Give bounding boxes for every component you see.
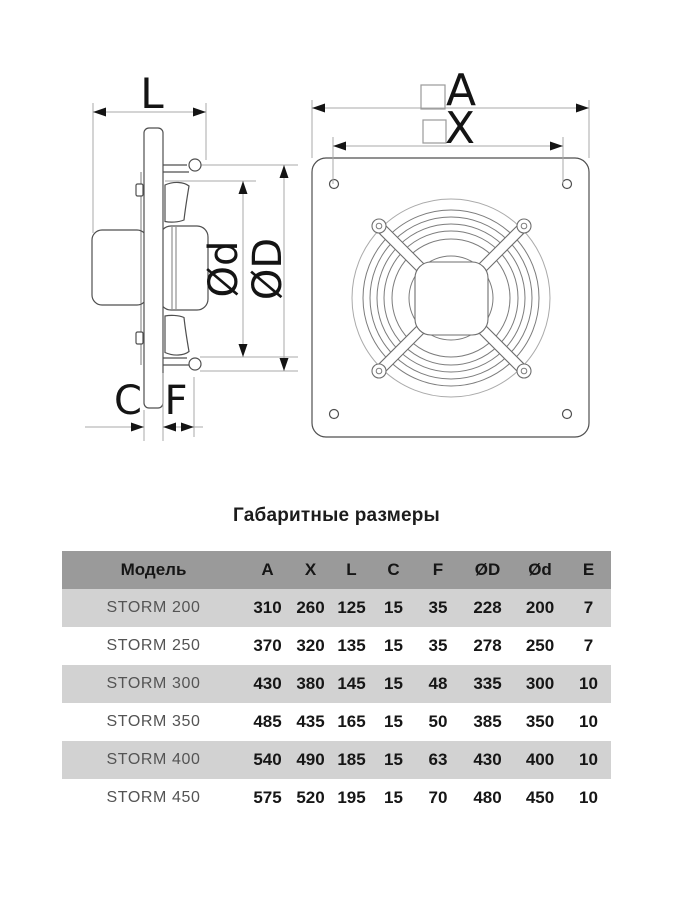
arrowhead	[576, 104, 589, 113]
table-row	[62, 589, 611, 627]
column-header-d: Ød	[528, 560, 552, 579]
dimension-label-c: C	[114, 378, 142, 424]
column-header-e: E	[582, 560, 595, 579]
value-cell-l: 185	[337, 750, 366, 769]
dimension-label-f: F	[164, 378, 188, 424]
square-symbol	[421, 85, 445, 109]
value-cell-e: 10	[579, 788, 598, 807]
value-cell-e: 10	[579, 750, 598, 769]
value-cell-f: 50	[428, 712, 448, 731]
table-row	[62, 779, 611, 817]
column-header-x: X	[304, 560, 317, 579]
value-cell-l: 165	[337, 712, 366, 731]
impeller-blade-top	[165, 182, 189, 222]
value-cell-c: 15	[384, 598, 403, 617]
model-cell: STORM 200	[106, 599, 201, 616]
table-title: Габаритные размеры	[233, 505, 440, 526]
value-cell-l: 145	[337, 674, 366, 693]
bell-lip-bottom	[189, 358, 201, 370]
value-cell-x: 520	[296, 788, 325, 807]
value-cell-x: 435	[296, 712, 325, 731]
value-cell-e: 7	[583, 598, 594, 617]
arrowhead	[312, 104, 325, 113]
dimensions-table	[62, 551, 611, 817]
column-header-model: Модель	[120, 560, 187, 579]
dimension-label-l: L	[140, 69, 164, 118]
value-cell-f: 63	[428, 750, 448, 769]
value-cell-d: 450	[525, 788, 555, 807]
value-cell-x: 320	[296, 636, 325, 655]
impeller-blade-bottom	[165, 315, 189, 355]
model-cell: STORM 350	[106, 713, 201, 730]
value-cell-a: 540	[253, 750, 282, 769]
value-cell-f: 70	[428, 788, 448, 807]
arrowhead	[193, 108, 206, 117]
value-cell-c: 15	[384, 750, 403, 769]
value-cell-c: 15	[384, 636, 403, 655]
dimension-label-d: Ød	[201, 240, 247, 298]
value-cell-d: 200	[525, 598, 555, 617]
value-cell-od: 228	[473, 598, 502, 617]
value-cell-a: 430	[253, 674, 282, 693]
model-cell: STORM 300	[106, 675, 201, 692]
table-row	[62, 741, 611, 779]
value-cell-d: 350	[525, 712, 555, 731]
arrowhead	[280, 358, 289, 371]
guard-node	[372, 219, 386, 233]
value-cell-od: 335	[473, 674, 502, 693]
column-header-a: A	[261, 560, 274, 579]
value-cell-od: 480	[473, 788, 502, 807]
model-cell: STORM 450	[106, 789, 201, 806]
value-cell-x: 490	[296, 750, 325, 769]
bell-lip-top	[189, 159, 201, 171]
value-cell-a: 370	[253, 636, 282, 655]
side-view-drawing	[85, 69, 298, 441]
dimension-label-a: A	[445, 65, 477, 116]
value-cell-x: 260	[296, 598, 325, 617]
mounting-clip-top	[136, 184, 143, 196]
value-cell-e: 10	[579, 712, 598, 731]
table-row	[62, 627, 611, 665]
dimension-label-x: X	[444, 103, 476, 154]
value-cell-l: 195	[337, 788, 366, 807]
value-cell-d: 400	[525, 750, 555, 769]
value-cell-od: 430	[473, 750, 502, 769]
guard-node	[517, 364, 531, 378]
table-header-row	[62, 551, 611, 589]
value-cell-d: 250	[525, 636, 555, 655]
column-header-od: ØD	[474, 560, 501, 579]
hub-cover	[415, 262, 488, 335]
arrowhead	[239, 344, 248, 357]
value-cell-d: 300	[525, 674, 555, 693]
value-cell-l: 135	[337, 636, 366, 655]
mounting-plate-side	[144, 128, 163, 408]
front-view-drawing	[312, 65, 589, 437]
value-cell-e: 10	[579, 674, 598, 693]
value-cell-c: 15	[384, 788, 403, 807]
value-cell-f: 35	[428, 598, 448, 617]
dimension-label-od: ØD	[245, 237, 291, 301]
value-cell-f: 48	[428, 674, 448, 693]
motor-body	[92, 230, 147, 305]
arrowhead	[550, 142, 563, 151]
arrowhead	[333, 142, 346, 151]
value-cell-od: 278	[473, 636, 502, 655]
value-cell-f: 35	[428, 636, 448, 655]
guard-node	[517, 219, 531, 233]
arrowhead	[93, 108, 106, 117]
value-cell-x: 380	[296, 674, 325, 693]
column-header-f: F	[432, 560, 444, 579]
column-header-c: C	[387, 560, 400, 579]
arrowhead	[280, 165, 289, 178]
arrowhead	[239, 181, 248, 194]
model-cell: STORM 250	[106, 637, 201, 654]
table-row	[62, 703, 611, 741]
value-cell-c: 15	[384, 674, 403, 693]
table-row	[62, 665, 611, 703]
mounting-clip-bottom	[136, 332, 143, 344]
value-cell-c: 15	[384, 712, 403, 731]
column-header-l: L	[346, 560, 357, 579]
square-symbol	[423, 120, 446, 143]
value-cell-l: 125	[337, 598, 366, 617]
model-cell: STORM 400	[106, 751, 201, 768]
value-cell-a: 310	[253, 598, 282, 617]
value-cell-od: 385	[473, 712, 502, 731]
value-cell-a: 575	[253, 788, 282, 807]
value-cell-e: 7	[583, 636, 594, 655]
value-cell-a: 485	[253, 712, 282, 731]
guard-node	[372, 364, 386, 378]
